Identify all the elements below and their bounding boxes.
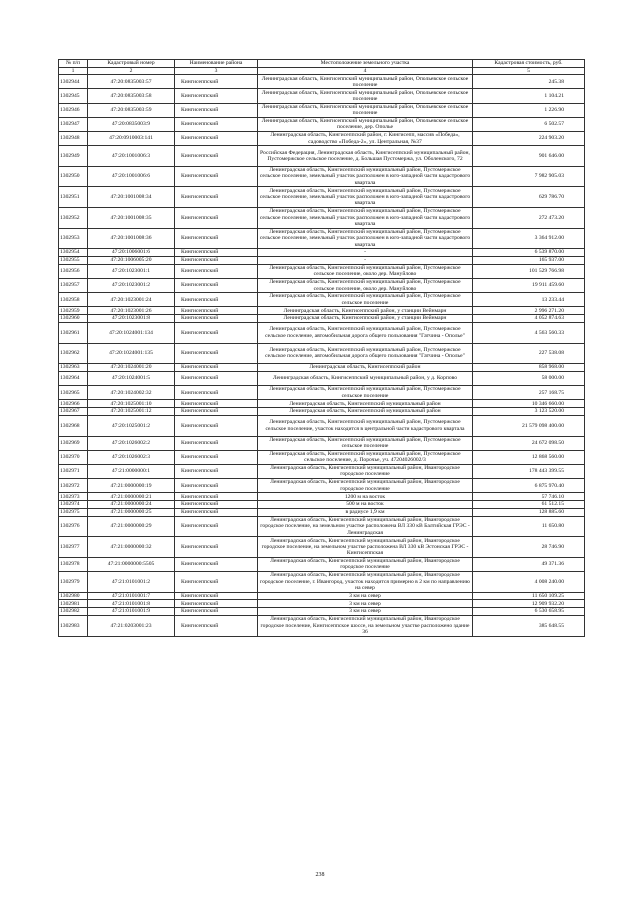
district-name: Кингисеппский bbox=[175, 89, 258, 103]
district-name: Кингисеппский bbox=[175, 592, 258, 600]
district-name: Кингисеппский bbox=[175, 572, 258, 593]
cadastral-value: 178 443 399.55 bbox=[473, 464, 585, 478]
cadastral-value: 901 646.00 bbox=[473, 146, 585, 167]
location: Ленинградская область, Кингисеппский муниципальный район, Пустомержское сельское поселение bbox=[258, 386, 473, 400]
district-name: Кингисеппский bbox=[175, 608, 258, 616]
cadastral-value-table bbox=[58, 59, 585, 637]
cadastral-value: 11 650.80 bbox=[473, 516, 585, 537]
district-name: Кингисеппский bbox=[175, 228, 258, 249]
district-name: Кингисеппский bbox=[175, 364, 258, 372]
row-number: 1302971 bbox=[59, 464, 88, 478]
row-number: 1302977 bbox=[59, 537, 88, 558]
document-page bbox=[58, 59, 584, 637]
location: Ленинградская область, Кингисеппский район, у станции Вейнмарн bbox=[258, 307, 473, 315]
table-row bbox=[59, 343, 585, 364]
location: Ленинградская область, Кингисеппский район, г. Кингисепп, массив «Победа», садоводство «Победа-2», ул. Центральная, №37 bbox=[258, 132, 473, 146]
cadastral-value: 272 473.20 bbox=[473, 208, 585, 229]
cadastral-number: 47:21:0000000:32 bbox=[88, 537, 175, 558]
table-row bbox=[59, 508, 585, 516]
row-number: 1302944 bbox=[59, 75, 88, 89]
row-number: 1302963 bbox=[59, 364, 88, 372]
cadastral-value: 61 512.15 bbox=[473, 501, 585, 509]
cadastral-value: 629 786.70 bbox=[473, 187, 585, 208]
row-number: 1302956 bbox=[59, 264, 88, 278]
row-number: 1302955 bbox=[59, 257, 88, 265]
row-number: 1302967 bbox=[59, 408, 88, 416]
district-name: Кингисеппский bbox=[175, 249, 258, 257]
row-number: 1302958 bbox=[59, 293, 88, 307]
table-row bbox=[59, 103, 585, 117]
location: 3 км на север bbox=[258, 592, 473, 600]
row-number: 1302962 bbox=[59, 343, 88, 364]
cadastral-value: 1 104.21 bbox=[473, 89, 585, 103]
location: Ленинградская область, Кингисеппский муниципальный район, Пустомержское сельское поселение, участок находится в центральной части кадастрового квартала bbox=[258, 415, 473, 436]
cadastral-number: 47:20:1024001:134 bbox=[88, 322, 175, 343]
row-number: 1302947 bbox=[59, 117, 88, 131]
location: 1200 м на восток bbox=[258, 493, 473, 501]
table-row bbox=[59, 307, 585, 315]
table-row bbox=[59, 516, 585, 537]
cadastral-value: 12 868 560.00 bbox=[473, 450, 585, 464]
location: Ленинградская область, Кингисеппский муниципальный район bbox=[258, 408, 473, 416]
row-number: 1302978 bbox=[59, 557, 88, 571]
district-name: Кингисеппский bbox=[175, 408, 258, 416]
district-name: Кингисеппский bbox=[175, 616, 258, 637]
table-row bbox=[59, 75, 585, 89]
table-index-row bbox=[59, 68, 585, 75]
row-number: 1302965 bbox=[59, 386, 88, 400]
cadastral-number: 47:20:1001008:35 bbox=[88, 208, 175, 229]
location: Ленинградская область, Кингисеппский муниципальный район, Ивангородское городское поселение bbox=[258, 479, 473, 493]
cadastral-value: 101 529 766.98 bbox=[473, 264, 585, 278]
district-name: Кингисеппский bbox=[175, 146, 258, 167]
district-name: Кингисеппский bbox=[175, 293, 258, 307]
location: Ленинградская область, Кингисеппский муниципальный район, Ивангородское городское поселение bbox=[258, 557, 473, 571]
location: Ленинградская область, Кингисеппский муниципальный район, у д. Корпово bbox=[258, 371, 473, 385]
cadastral-value: 128 885.60 bbox=[473, 508, 585, 516]
district-name: Кингисеппский bbox=[175, 493, 258, 501]
cadastral-number: 47:20:1024001:20 bbox=[88, 364, 175, 372]
cadastral-number: 47:20:1001006:6 bbox=[88, 166, 175, 187]
cadastral-value: 227 538.08 bbox=[473, 343, 585, 364]
row-number: 1302980 bbox=[59, 592, 88, 600]
cadastral-value: 165 937.00 bbox=[473, 257, 585, 265]
table-row bbox=[59, 264, 585, 278]
row-number: 1302983 bbox=[59, 616, 88, 637]
row-number: 1302948 bbox=[59, 132, 88, 146]
row-number: 1302974 bbox=[59, 501, 88, 509]
location: Ленинградская область, Кингисеппский муниципальный район, Опольевское сельское поселение, дер. Ополье bbox=[258, 117, 473, 131]
table-row bbox=[59, 187, 585, 208]
cadastral-value: 385 648.55 bbox=[473, 616, 585, 637]
location: Ленинградская область, Кингисеппский муниципальный район, Пустомержское сельское поселение, около дер. Мануйлово bbox=[258, 264, 473, 278]
row-number: 1302968 bbox=[59, 415, 88, 436]
location: Ленинградская область, Кингисеппский муниципальный район, Пустомержское сельское поселение, земельный участок расположен в юго-западной части кадастрового квартала bbox=[258, 228, 473, 249]
cadastral-number: 47:20:1024001:5 bbox=[88, 371, 175, 385]
cadastral-value: 24 672 098.50 bbox=[473, 436, 585, 450]
location: Ленинградская область, Кингисеппский муниципальный район, Опольевское сельское поселение bbox=[258, 103, 473, 117]
index-cell: 5 bbox=[473, 68, 585, 75]
cadastral-value: 7 982 905.03 bbox=[473, 166, 585, 187]
cadastral-number: 47:21:0000000:25 bbox=[88, 508, 175, 516]
cadastral-value: 28 746.90 bbox=[473, 537, 585, 558]
district-name: Кингисеппский bbox=[175, 479, 258, 493]
district-name: Кингисеппский bbox=[175, 516, 258, 537]
cadastral-value: 3 123 520.00 bbox=[473, 408, 585, 416]
cadastral-value: 6 875 970.40 bbox=[473, 479, 585, 493]
location: - bbox=[258, 249, 473, 257]
table-row bbox=[59, 166, 585, 187]
district-name: Кингисеппский bbox=[175, 464, 258, 478]
district-name: Кингисеппский bbox=[175, 257, 258, 265]
district-name: Кингисеппский bbox=[175, 508, 258, 516]
table-row bbox=[59, 557, 585, 571]
cadastral-number: 47:21:0101001:9 bbox=[88, 608, 175, 616]
table-row bbox=[59, 249, 585, 257]
cadastral-number: 47:21:0101001:7 bbox=[88, 592, 175, 600]
table-row bbox=[59, 415, 585, 436]
row-number: 1302976 bbox=[59, 516, 88, 537]
cadastral-value: 49 371.36 bbox=[473, 557, 585, 571]
cadastral-value: 245.38 bbox=[473, 75, 585, 89]
location: Российская Федерация, Ленинградская область, Кингисеппский муниципальный район, Пустомержское сельское поселение, д. Большая Пустомержа, ул. Оболенского, 72 bbox=[258, 146, 473, 167]
district-name: Кингисеппский bbox=[175, 208, 258, 229]
cadastral-value: 6 539 870.00 bbox=[473, 249, 585, 257]
index-cell: 1 bbox=[59, 68, 88, 75]
cadastral-number: 47:20:1001008:34 bbox=[88, 187, 175, 208]
location: Ленинградская область, Кингисеппский муниципальный район, Пустомержское сельское поселение, земельный участок расположен в юго-западной части кадастрового квартала bbox=[258, 166, 473, 187]
table-row bbox=[59, 436, 585, 450]
cadastral-value: 4 563 560.33 bbox=[473, 322, 585, 343]
location: Ленинградская область, Кингисеппский муниципальный район, Пустомержское сельское поселение, автомобильная дорога общего пользования "Гатчина - Ополье" bbox=[258, 322, 473, 343]
district-name: Кингисеппский bbox=[175, 600, 258, 608]
location: 3 км на север bbox=[258, 608, 473, 616]
district-name: Кингисеппский bbox=[175, 400, 258, 408]
cadastral-number: 47:20:0835003:58 bbox=[88, 89, 175, 103]
row-number: 1302961 bbox=[59, 322, 88, 343]
header-district: Наименование района bbox=[175, 60, 258, 68]
table-row bbox=[59, 479, 585, 493]
row-number: 1302964 bbox=[59, 371, 88, 385]
location: Ленинградская область, Кингисеппский район bbox=[258, 364, 473, 372]
district-name: Кингисеппский bbox=[175, 415, 258, 436]
cadastral-value: 4 052 874.63 bbox=[473, 315, 585, 323]
cadastral-value: 19 911 459.60 bbox=[473, 278, 585, 292]
row-number: 1302959 bbox=[59, 307, 88, 315]
table-row bbox=[59, 293, 585, 307]
table-row bbox=[59, 592, 585, 600]
location: Ленинградская область, Кингисеппский муниципальный район, Пустомержское сельское поселение, около дер. Мануйлово bbox=[258, 278, 473, 292]
table-row bbox=[59, 608, 585, 616]
cadastral-value: 6 502.57 bbox=[473, 117, 585, 131]
row-number: 1302981 bbox=[59, 600, 88, 608]
location: Ленинградская область, Кингисеппский муниципальный район, Пустомержское сельское поселение bbox=[258, 293, 473, 307]
row-number: 1302953 bbox=[59, 228, 88, 249]
location: 3 км на север bbox=[258, 600, 473, 608]
table-row bbox=[59, 493, 585, 501]
district-name: Кингисеппский bbox=[175, 315, 258, 323]
cadastral-number: 47:20:1024002:32 bbox=[88, 386, 175, 400]
cadastral-value: 3 364 912.00 bbox=[473, 228, 585, 249]
location: в радиусе 1,9 км bbox=[258, 508, 473, 516]
district-name: Кингисеппский bbox=[175, 371, 258, 385]
location: Ленинградская область, Кингисеппский муниципальный район, Пустомержское сельское поселение, автомобильная дорога общего пользования "Гатчина - Ополье" bbox=[258, 343, 473, 364]
row-number: 1302952 bbox=[59, 208, 88, 229]
row-number: 1302950 bbox=[59, 166, 88, 187]
cadastral-number: 47:20:1023001:26 bbox=[88, 307, 175, 315]
table-row bbox=[59, 600, 585, 608]
cadastral-number: 47:21:0203001:23 bbox=[88, 616, 175, 637]
district-name: Кингисеппский bbox=[175, 343, 258, 364]
cadastral-value: 224 903.20 bbox=[473, 132, 585, 146]
index-cell: 2 bbox=[88, 68, 175, 75]
table-row bbox=[59, 464, 585, 478]
location: Ленинградская область, Кингисеппский муниципальный район, Ивангородское городское поселение, Кингисеппское шоссе, на земельном участке расположено здание 36 bbox=[258, 616, 473, 637]
district-name: Кингисеппский bbox=[175, 537, 258, 558]
index-cell: 4 bbox=[258, 68, 473, 75]
location: Ленинградская область, Кингисеппский муниципальный район, Пустомержское сельское поселение, земельный участок расположен в юго-западной части кадастрового квартала bbox=[258, 208, 473, 229]
district-name: Кингисеппский bbox=[175, 450, 258, 464]
table-row bbox=[59, 616, 585, 637]
cadastral-number: 47:20:1026002:3 bbox=[88, 450, 175, 464]
cadastral-number: 47:20:1025001:10 bbox=[88, 400, 175, 408]
table-row bbox=[59, 257, 585, 265]
location: Ленинградская область, Кингисеппский муниципальный район, Пустомержское сельское поселение, земельный участок расположен в юго-западной части кадастрового квартала bbox=[258, 187, 473, 208]
district-name: Кингисеппский bbox=[175, 132, 258, 146]
cadastral-value: 10 346 660.00 bbox=[473, 400, 585, 408]
row-number: 1302949 bbox=[59, 146, 88, 167]
row-number: 1302982 bbox=[59, 608, 88, 616]
cadastral-number: 47:20:1024001:135 bbox=[88, 343, 175, 364]
cadastral-number: 47:21:0101001:2 bbox=[88, 572, 175, 593]
district-name: Кингисеппский bbox=[175, 501, 258, 509]
cadastral-number: 47:21:0000000:19 bbox=[88, 479, 175, 493]
row-number: 1302975 bbox=[59, 508, 88, 516]
cadastral-value: 11 650 109.25 bbox=[473, 592, 585, 600]
table-row bbox=[59, 322, 585, 343]
cadastral-number: 47:21:0000000:5505 bbox=[88, 557, 175, 571]
table-row bbox=[59, 278, 585, 292]
table-row bbox=[59, 400, 585, 408]
district-name: Кингисеппский bbox=[175, 278, 258, 292]
district-name: Кингисеппский bbox=[175, 264, 258, 278]
table-row bbox=[59, 537, 585, 558]
location: Ленинградская область, Кингисеппский муниципальный район, Ивангородское городское поселение, на земельном участке расположена ВЛ 330 кВ Эстонская ГРЭС - Кингисеппская bbox=[258, 537, 473, 558]
table-row bbox=[59, 371, 585, 385]
district-name: Кингисеппский bbox=[175, 103, 258, 117]
cadastral-number: 47:21:0000000:29 bbox=[88, 516, 175, 537]
cadastral-number: 47:20:1025001:12 bbox=[88, 408, 175, 416]
cadastral-number: 47:20:0835003:9 bbox=[88, 117, 175, 131]
cadastral-value: 858 968.00 bbox=[473, 364, 585, 372]
table-row bbox=[59, 228, 585, 249]
location: Ленинградская область, Кингисеппский муниципальный район, Ивангородское городское поселение, г. Ивангород, участок находится примерно в 2 км по направлению на север bbox=[258, 572, 473, 593]
header-number: № п/п bbox=[59, 60, 88, 68]
header-cadastral-number: Кадастровый номер bbox=[88, 60, 175, 68]
cadastral-number: 47:21:0000000:21 bbox=[88, 493, 175, 501]
cadastral-number: 47:20:1023001:24 bbox=[88, 293, 175, 307]
location: Ленинградская область, Кингисеппский муниципальный район, Опольевское сельское поселение bbox=[258, 89, 473, 103]
district-name: Кингисеппский bbox=[175, 117, 258, 131]
table-row bbox=[59, 450, 585, 464]
row-number: 1302970 bbox=[59, 450, 88, 464]
cadastral-number: 47:20:0835003:59 bbox=[88, 103, 175, 117]
district-name: Кингисеппский bbox=[175, 307, 258, 315]
location: Ленинградская область, Кингисеппский муниципальный район bbox=[258, 400, 473, 408]
cadastral-number: 47:20:0835003:57 bbox=[88, 75, 175, 89]
cadastral-value: 1 226.90 bbox=[473, 103, 585, 117]
row-number: 1302973 bbox=[59, 493, 88, 501]
table-row bbox=[59, 117, 585, 131]
location: 500 м на восток bbox=[258, 501, 473, 509]
row-number: 1302979 bbox=[59, 572, 88, 593]
row-number: 1302951 bbox=[59, 187, 88, 208]
row-number: 1302946 bbox=[59, 103, 88, 117]
district-name: Кингисеппский bbox=[175, 75, 258, 89]
cadastral-value: 2 996 271.20 bbox=[473, 307, 585, 315]
row-number: 1302945 bbox=[59, 89, 88, 103]
location: Ленинградская область, Кингисеппский муниципальный район, Пустомержское сельское поселение bbox=[258, 436, 473, 450]
table-row bbox=[59, 132, 585, 146]
index-cell: 3 bbox=[175, 68, 258, 75]
row-number: 1302966 bbox=[59, 400, 88, 408]
cadastral-number: 47:20:1023001:8 bbox=[88, 315, 175, 323]
location: - bbox=[258, 257, 473, 265]
location: Ленинградская область, Кингисеппский муниципальный район, Пустомержское сельское поселение, д. Порочье, уч. 47204026002/3 bbox=[258, 450, 473, 464]
cadastral-value: 6 530 658.95 bbox=[473, 608, 585, 616]
cadastral-value: 21 579 098 400.00 bbox=[473, 415, 585, 436]
table-header-row bbox=[59, 60, 585, 68]
table-row bbox=[59, 572, 585, 593]
district-name: Кингисеппский bbox=[175, 187, 258, 208]
district-name: Кингисеппский bbox=[175, 322, 258, 343]
cadastral-value: 12 909 932.20 bbox=[473, 600, 585, 608]
district-name: Кингисеппский bbox=[175, 436, 258, 450]
header-location: Местоположение земельного участка bbox=[258, 60, 473, 68]
location: Ленинградская область, Кингисеппский муниципальный район, Опольевское сельское поселение bbox=[258, 75, 473, 89]
table-row bbox=[59, 208, 585, 229]
cadastral-number: 47:20:1006001:6 bbox=[88, 249, 175, 257]
table-row bbox=[59, 315, 585, 323]
row-number: 1302960 bbox=[59, 315, 88, 323]
row-number: 1302972 bbox=[59, 479, 88, 493]
row-number: 1302957 bbox=[59, 278, 88, 292]
page-number: 238 bbox=[315, 872, 325, 878]
table-row bbox=[59, 364, 585, 372]
cadastral-number: 47:20:1025001:2 bbox=[88, 415, 175, 436]
cadastral-number: 47:21:0101001:8 bbox=[88, 600, 175, 608]
row-number: 1302954 bbox=[59, 249, 88, 257]
cadastral-number: 47:20:1023001:2 bbox=[88, 278, 175, 292]
cadastral-number: 47:20:1001008:36 bbox=[88, 228, 175, 249]
table-row bbox=[59, 408, 585, 416]
cadastral-number: 47:20:1001006:3 bbox=[88, 146, 175, 167]
cadastral-number: 47:21:0000000:24 bbox=[88, 501, 175, 509]
district-name: Кингисеппский bbox=[175, 166, 258, 187]
cadastral-value: 13 233.44 bbox=[473, 293, 585, 307]
cadastral-number: 47:20:1026002:2 bbox=[88, 436, 175, 450]
table-row bbox=[59, 501, 585, 509]
district-name: Кингисеппский bbox=[175, 557, 258, 571]
cadastral-number: 47:21:0000000:1 bbox=[88, 464, 175, 478]
table-row bbox=[59, 386, 585, 400]
header-cadastral-value: Кадастровая стоимость, руб. bbox=[473, 60, 585, 68]
cadastral-value: 57 746.10 bbox=[473, 493, 585, 501]
cadastral-value: 4 008 240.00 bbox=[473, 572, 585, 593]
row-number: 1302969 bbox=[59, 436, 88, 450]
cadastral-value: 58 000.00 bbox=[473, 371, 585, 385]
cadastral-value: 257 168.75 bbox=[473, 386, 585, 400]
cadastral-number: 47:20:1006005:20 bbox=[88, 257, 175, 265]
cadastral-number: 47:20:0910003:141 bbox=[88, 132, 175, 146]
location: Ленинградская область, Кингисеппский муниципальный район, Ивангородское городское поселение bbox=[258, 464, 473, 478]
cadastral-number: 47:20:1023001:1 bbox=[88, 264, 175, 278]
location: Ленинградская область, Кингисеппский район, у станции Вейнмарн bbox=[258, 315, 473, 323]
location: Ленинградская область, Кингисеппский муниципальный район, Ивангородское городское поселение, на земельном участке расположена ВЛ 330 кВ Балтийская ГРЭС - Ленинградская bbox=[258, 516, 473, 537]
table-row bbox=[59, 146, 585, 167]
district-name: Кингисеппский bbox=[175, 386, 258, 400]
table-row bbox=[59, 89, 585, 103]
